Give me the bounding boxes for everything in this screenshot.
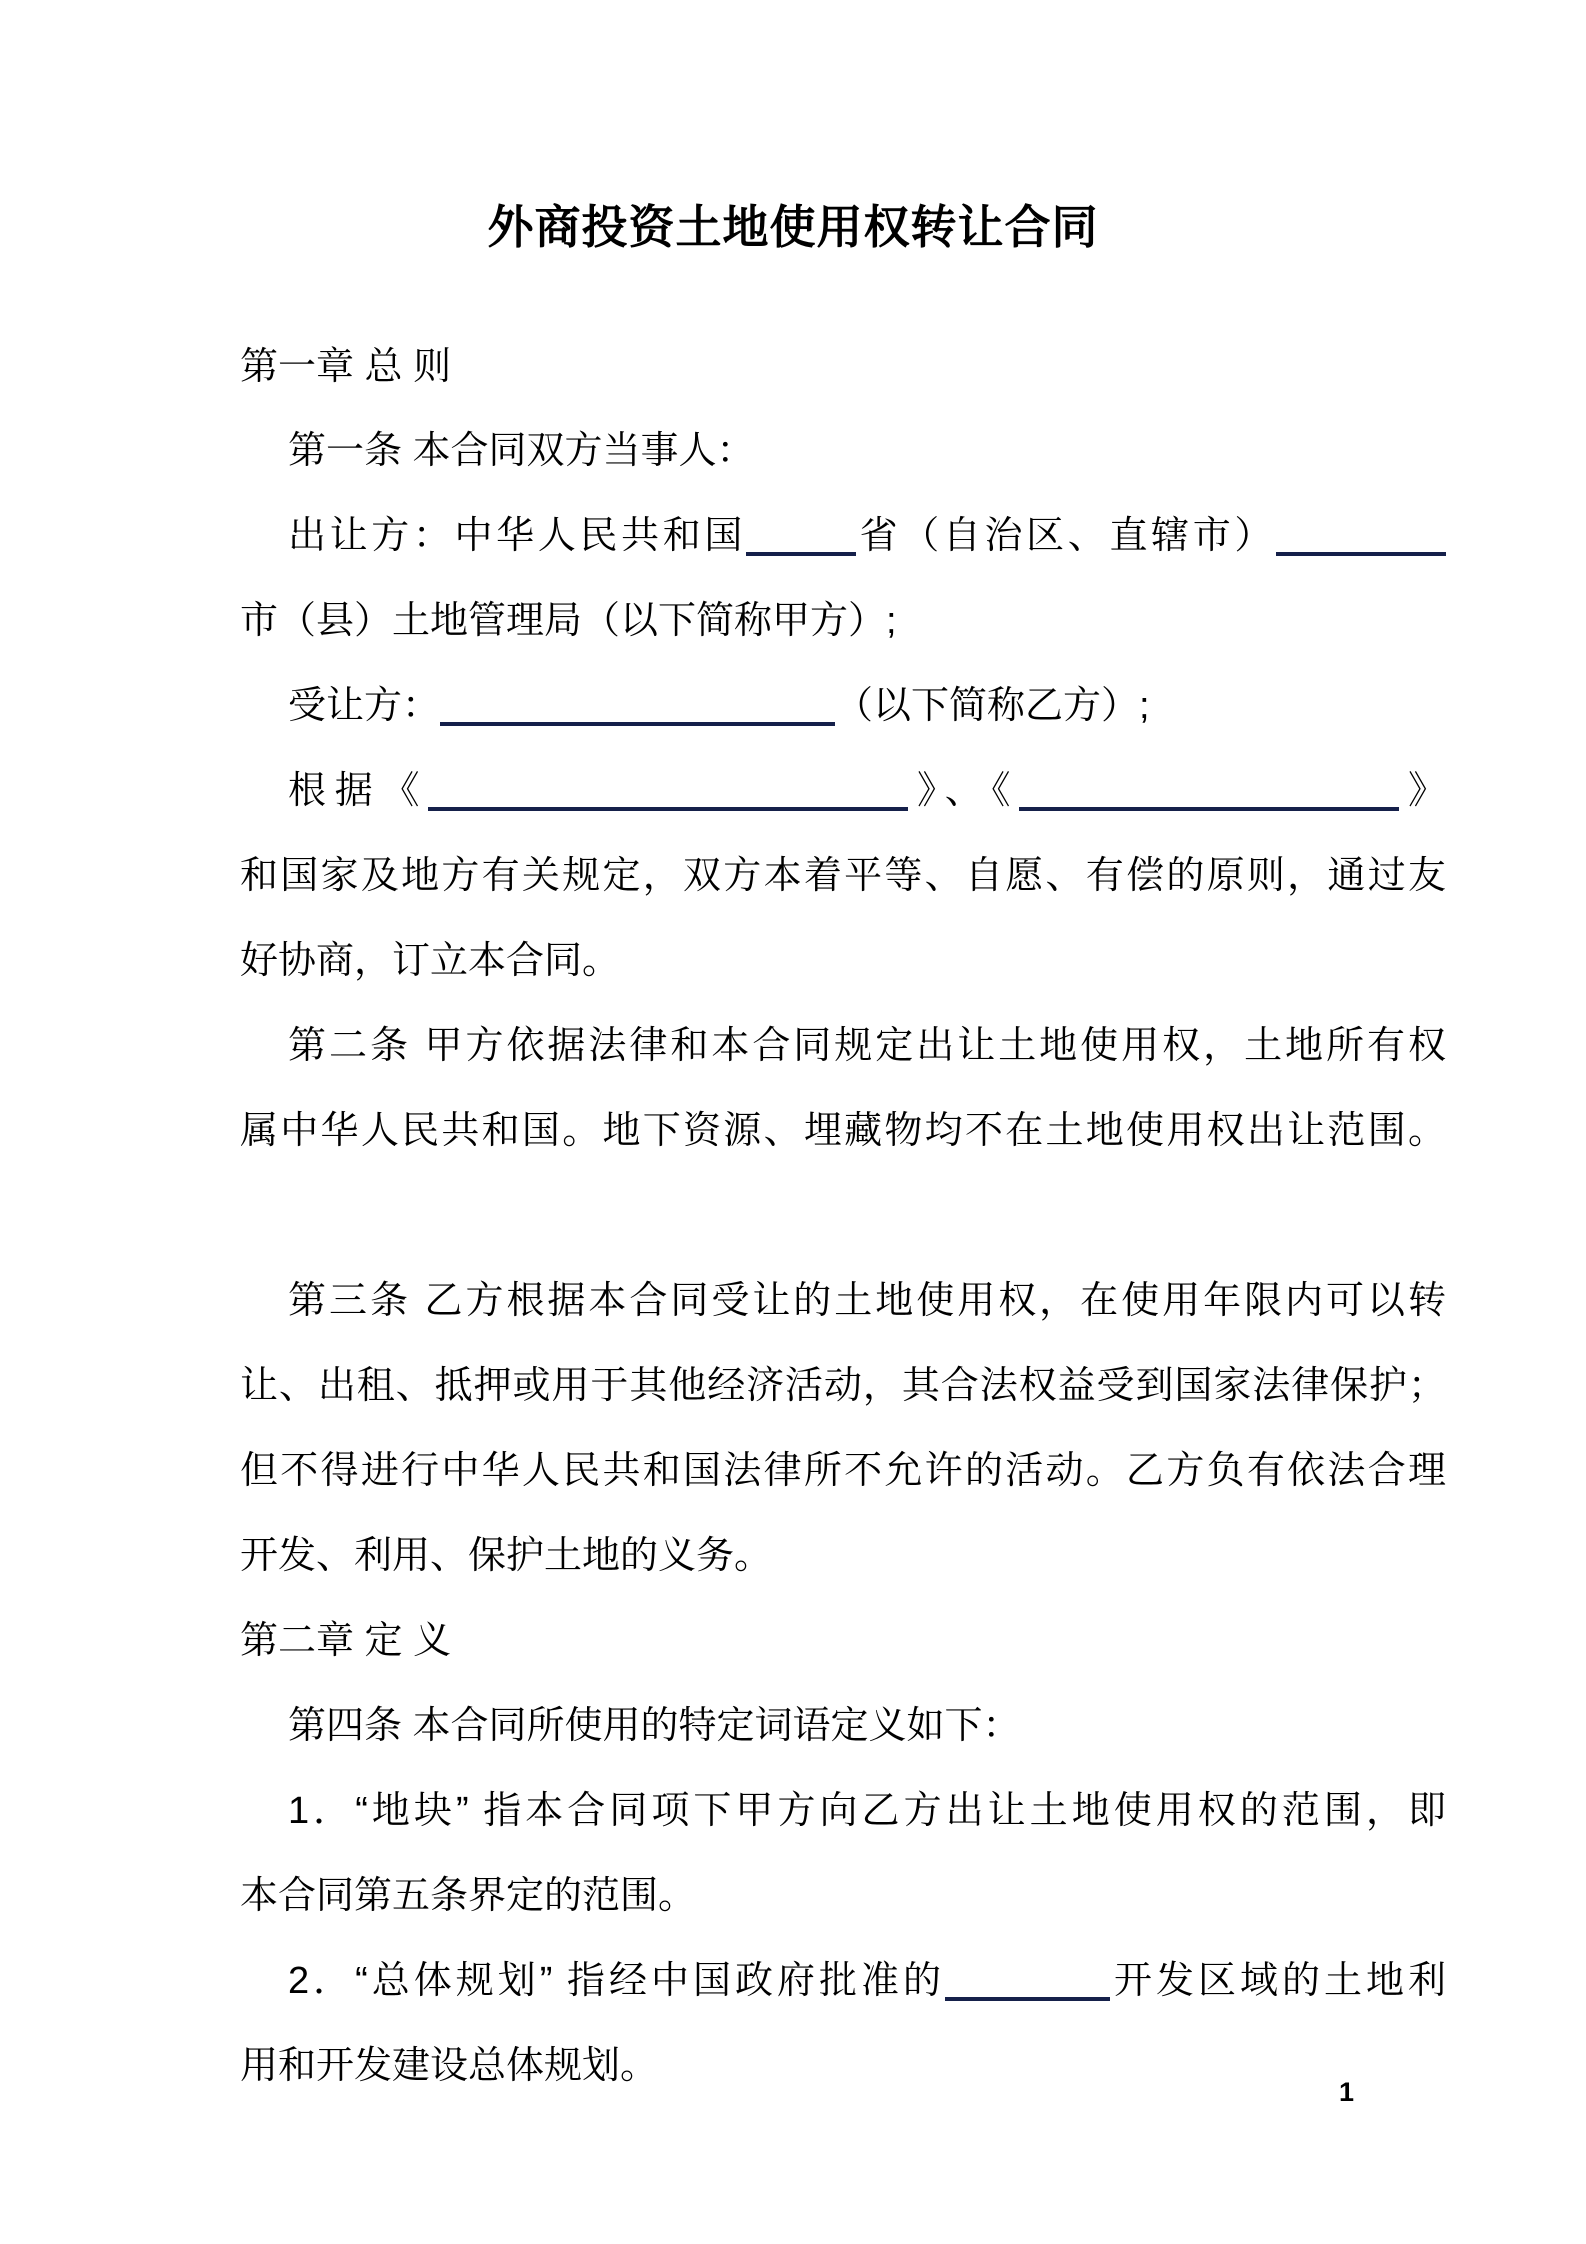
contract-line: [240, 2043, 1446, 2089]
chapter-heading-text: 第二章 定 义: [240, 1620, 452, 1662]
contract-line: [240, 1873, 1446, 1919]
fill-in-blank: [428, 769, 908, 811]
contract-line: [240, 428, 1446, 474]
line-text: 》: [1399, 770, 1446, 812]
fill-in-blank: [1276, 514, 1446, 556]
document-title: 外商投资土地使用权转让合同: [487, 201, 1099, 253]
line-text: 1．“地块” 指本合同项下甲方向乙方出让土地使用权的范围，即: [288, 1790, 1446, 1832]
contract-line: [240, 1023, 1446, 1069]
line-text: 市（县）土地管理局（以下简称甲方）;: [240, 600, 897, 642]
line-text: 2．“总体规划” 指经中国政府批准的: [288, 1960, 945, 2002]
contract-line: [240, 768, 1446, 814]
line-text: 第二条 甲方依据法律和本合同规定出让土地使用权，土地所有权: [288, 1025, 1446, 1067]
page-number: 1: [1338, 2077, 1354, 2107]
line-text: 省（自治区、直辖市）: [856, 515, 1276, 557]
line-text: 属中华人民共和国。地下资源、埋藏物均不在土地使用权出让范围。: [240, 1110, 1446, 1152]
line-text: 第三条 乙方根据本合同受让的土地使用权，在使用年限内可以转: [288, 1280, 1446, 1322]
fill-in-blank: [945, 1959, 1110, 2001]
line-text: 受让方：: [288, 685, 441, 727]
line-text: 让、出租、抵押或用于其他经济活动，其合法权益受到国家法律保护；: [240, 1365, 1446, 1407]
contract-line: [240, 853, 1446, 899]
line-text: 和国家及地方有关规定，双方本着平等、自愿、有偿的原则，通过友: [240, 855, 1446, 897]
fill-in-blank: [1019, 769, 1399, 811]
line-text: 用和开发建设总体规划。: [240, 2045, 659, 2087]
chapter-heading: [240, 1618, 1446, 1664]
line-text: 出让方：中华人民共和国: [288, 515, 746, 557]
fill-in-blank: [440, 684, 835, 726]
contract-line: [240, 1108, 1446, 1154]
fill-in-blank: [746, 514, 856, 556]
contract-line: [240, 1788, 1446, 1834]
contract-line: [240, 938, 1446, 984]
contract-line: [240, 1533, 1446, 1579]
line-text: 第一条 本合同双方当事人：: [288, 430, 755, 472]
contract-line: [240, 598, 1446, 644]
line-text: 第四条 本合同所使用的特定词语定义如下：: [288, 1705, 1021, 1747]
line-text: （以下简称乙方）;: [835, 685, 1150, 727]
line-text: 开发、利用、保护土地的义务。: [240, 1535, 773, 1577]
chapter-heading: [240, 344, 1446, 390]
contract-line: [240, 513, 1446, 559]
line-text: 本合同第五条界定的范围。: [240, 1875, 697, 1917]
line-text: 开发区域的土地利: [1109, 1960, 1446, 2002]
chapter-heading-text: 第一章 总 则: [240, 346, 452, 388]
contract-line: [240, 1703, 1446, 1749]
contract-line: [240, 1958, 1446, 2004]
contract-line: [240, 1363, 1446, 1409]
line-text: 好协商，订立本合同。: [240, 940, 621, 982]
line-text: 但不得进行中华人民共和国法律所不允许的活动。乙方负有依法合理: [240, 1450, 1446, 1492]
contract-line: [240, 1278, 1446, 1324]
line-text: 根据《: [288, 770, 429, 812]
contract-line: [240, 1448, 1446, 1494]
contract-line: [240, 683, 1446, 729]
line-text: 》、《: [908, 770, 1020, 812]
